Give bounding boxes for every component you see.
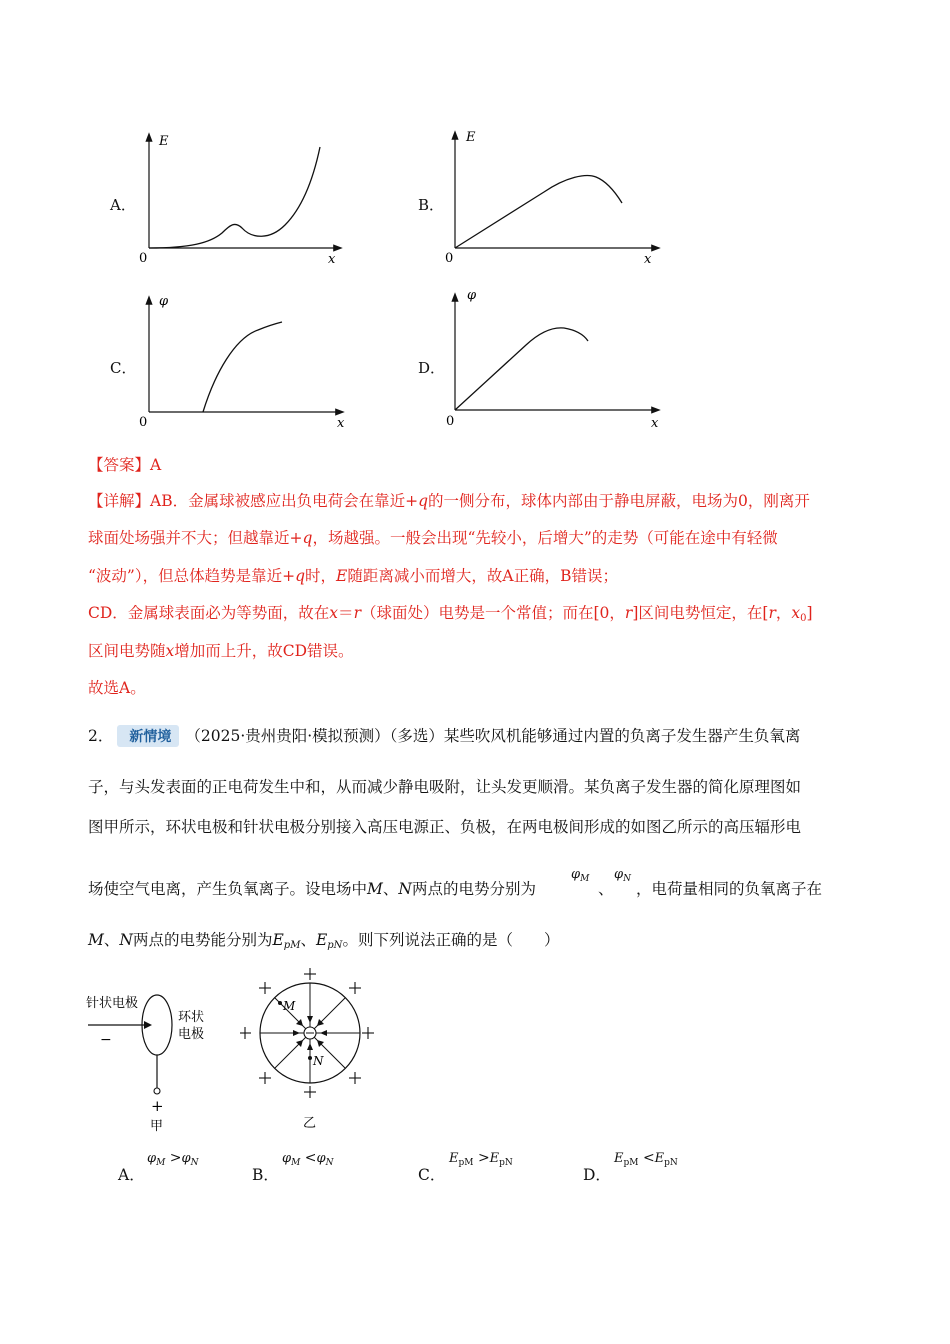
question-var: M: [88, 931, 104, 949]
graph-d-origin: 0: [446, 414, 455, 429]
option-d-label: D．: [583, 1166, 611, 1184]
needle-electrode-label: 针状电极: [86, 996, 139, 1011]
detail-text: 的一侧分布，球体内部由于静电屏蔽，电场为0，刚离开: [428, 492, 810, 510]
formula-sub: M: [291, 1158, 301, 1168]
detail-final: [88, 678, 146, 698]
detail-text: 随距离减小而增大，故A正确，B错误；: [347, 567, 618, 585]
formula-sub: pN: [499, 1158, 513, 1168]
formula-op: <: [304, 1150, 317, 1166]
graph-b-xlabel: x: [644, 252, 652, 267]
graph-a-label: A．: [110, 196, 136, 214]
answer-line: [88, 455, 161, 475]
question-var: E: [315, 931, 328, 949]
formula-sub: N: [325, 1158, 334, 1168]
detail-text: AB．金属球被感应出负电荷会在靠近+: [150, 492, 419, 510]
question-line-4-end: [636, 877, 822, 899]
point-n: [308, 1056, 312, 1060]
detail-var: q: [295, 567, 306, 585]
question-sep: [598, 877, 614, 899]
graph-c-ylabel: φ: [159, 294, 169, 309]
graph-c-curve: [203, 322, 282, 412]
formula-part: φ: [181, 1151, 191, 1166]
formula-part: φ: [282, 1151, 292, 1166]
detail-text: 时，: [305, 567, 337, 585]
question-number: 2．: [88, 727, 114, 745]
terminal: [154, 1088, 160, 1094]
question-line-2: [88, 775, 801, 797]
detail-var: r: [624, 604, 633, 622]
detail-line-1: [88, 491, 810, 511]
question-text: （2025·贵州贵阳·模拟预测）（多选）某些吹风机能够通过内置的负离子发生器产生负氧离: [185, 727, 801, 745]
detail-text: ]区间电势恒定，在[: [632, 604, 769, 622]
figure-yi-caption: 乙: [303, 1116, 317, 1131]
graph-c-label: C．: [110, 359, 137, 377]
detail-var: E: [336, 567, 348, 585]
formula-part: E: [449, 1151, 459, 1166]
option-a[interactable]: [118, 1163, 145, 1185]
question-text: 两点的电势分别为: [411, 880, 536, 898]
detail-text: （球面处）电势是一个常值；而在[0，: [360, 604, 625, 622]
graph-d-xlabel: x: [651, 416, 659, 431]
question-text: ，电荷量相同的负氧离子在: [636, 880, 823, 898]
point-m: [278, 1001, 282, 1005]
detail-var: x: [791, 604, 801, 622]
detail-line-5: [88, 641, 354, 661]
detail-var: r: [768, 604, 776, 622]
detail-text: ，场越强。一般会出现“先较小，后增大”的走势（可能在途中有轻微: [312, 529, 778, 547]
option-a-formula: [147, 1150, 199, 1168]
detail-var: q: [418, 492, 429, 510]
graph-a-ylabel: E: [159, 134, 169, 149]
detail-tag: 【详解】: [88, 492, 151, 510]
detail-line-3: [88, 566, 618, 586]
formula-op: >: [477, 1150, 490, 1166]
figure-jia-caption: 甲: [150, 1119, 164, 1134]
detail-text: ，: [775, 604, 792, 622]
phi-symbol: φ: [571, 867, 581, 882]
question-text: 、: [598, 880, 614, 898]
graph-c-origin: 0: [139, 415, 148, 430]
formula-sub: M: [156, 1158, 166, 1168]
graph-d-curve: [455, 328, 588, 410]
question-text: 、: [103, 931, 120, 949]
question-sub: pN: [327, 940, 343, 951]
graph-d-ylabel: φ: [467, 288, 477, 303]
question-text: 、: [300, 931, 316, 949]
phi-sub: M: [580, 874, 590, 884]
graph-a-curve: [149, 147, 320, 248]
formula-op: <: [642, 1150, 655, 1166]
answer-value: A: [150, 456, 162, 474]
option-b-formula: [282, 1150, 334, 1168]
detail-var: q: [302, 529, 313, 547]
question-text: 图甲所示，环状电极和针状电极分别接入高压电源正、负极，在两电极间形成的如图乙所示的高压辐形电: [88, 818, 802, 836]
detail-line-2: [88, 528, 778, 548]
formula-part: φ: [316, 1151, 326, 1166]
badge-text: 新情境: [129, 729, 172, 745]
graph-d-label: D．: [418, 359, 446, 377]
question-text: 两点的电势能分别为: [132, 931, 273, 949]
needle-tip: [144, 1021, 152, 1029]
graph-b-ylabel: E: [466, 130, 476, 145]
question-var: M: [367, 880, 383, 898]
figure-jia: [82, 990, 222, 1140]
option-d[interactable]: [583, 1163, 611, 1185]
question-text: 、: [382, 880, 399, 898]
option-c[interactable]: [418, 1163, 445, 1185]
option-b[interactable]: [252, 1163, 279, 1185]
phi-sub: N: [623, 874, 631, 884]
question-var: N: [119, 931, 133, 949]
graph-b-origin: 0: [445, 251, 454, 266]
question-var: N: [398, 880, 412, 898]
detail-final-text: 故选A。: [88, 679, 146, 697]
detail-var: x: [329, 604, 339, 622]
question-line-5: [88, 928, 559, 951]
detail-line-4: [88, 603, 813, 629]
formula-sub: pM: [458, 1158, 474, 1168]
detail-text: “波动”），但总体趋势是靠近+: [88, 567, 296, 585]
formula-op: >: [169, 1150, 182, 1166]
formula-sub: N: [190, 1158, 199, 1168]
point-n-label: N: [313, 1054, 324, 1068]
detail-text: ]: [806, 604, 813, 622]
graph-c: [130, 288, 355, 433]
graph-b-curve: [455, 176, 622, 248]
question-var: E: [272, 931, 284, 949]
option-d-formula: [614, 1150, 678, 1168]
formula-sub: pN: [664, 1158, 678, 1168]
option-c-label: C．: [418, 1166, 446, 1184]
question-text: 场使空气电离，产生负氧离子。设电场中: [88, 880, 368, 898]
graph-d: [436, 285, 666, 433]
detail-var: x: [165, 642, 175, 660]
option-a-label: A．: [118, 1166, 145, 1184]
detail-text: 区间电势随: [88, 642, 166, 660]
question-line-4: [88, 877, 536, 899]
graph-b: [436, 125, 666, 270]
graph-a-xlabel: x: [328, 252, 336, 267]
detail-text: ＝: [338, 604, 354, 622]
option-c-formula: [449, 1150, 513, 1168]
option-b-label: B．: [252, 1166, 279, 1184]
formula-part: E: [489, 1151, 500, 1166]
formula-part: E: [654, 1151, 665, 1166]
graph-b-label: B．: [418, 196, 445, 214]
formula-sub: pM: [623, 1158, 639, 1168]
detail-text: 增加而上升，故CD错误。: [174, 642, 354, 660]
graph-a: [130, 125, 350, 270]
graph-c-xlabel: x: [337, 416, 345, 431]
answer-tag: 【答案】: [88, 456, 151, 474]
plus-sign: +: [151, 1097, 164, 1115]
phi-symbol: φ: [614, 867, 624, 882]
point-m-label: M: [283, 999, 296, 1013]
question-text: 子，与头发表面的正电荷发生中和，从而减少静电吸附，让头发更顺滑。某负离子发生器的简化原理图如: [88, 778, 802, 796]
new-context-badge: [117, 725, 179, 747]
detail-sub: 0: [800, 613, 807, 624]
question-line-3: [88, 815, 801, 837]
formula-part: E: [614, 1151, 624, 1166]
phi-n-formula: [614, 866, 631, 884]
phi-m-formula: [571, 866, 589, 884]
question-line-1: [88, 724, 800, 747]
ring-electrode-label-1: 环状: [178, 1010, 205, 1025]
detail-var: r: [353, 604, 361, 622]
figure-yi: [240, 965, 380, 1135]
ring-electrode-label-2: 电极: [178, 1027, 205, 1042]
detail-text: 球面处场强并不大；但越靠近+: [88, 529, 303, 547]
formula-part: φ: [147, 1151, 157, 1166]
question-sub: pM: [283, 940, 301, 951]
question-text: 。则下列说法正确的是（ ）: [342, 931, 560, 949]
detail-text: CD．金属球表面必为等势面，故在: [88, 604, 330, 622]
graph-a-origin: 0: [139, 251, 148, 266]
minus-sign: −: [100, 1032, 112, 1048]
